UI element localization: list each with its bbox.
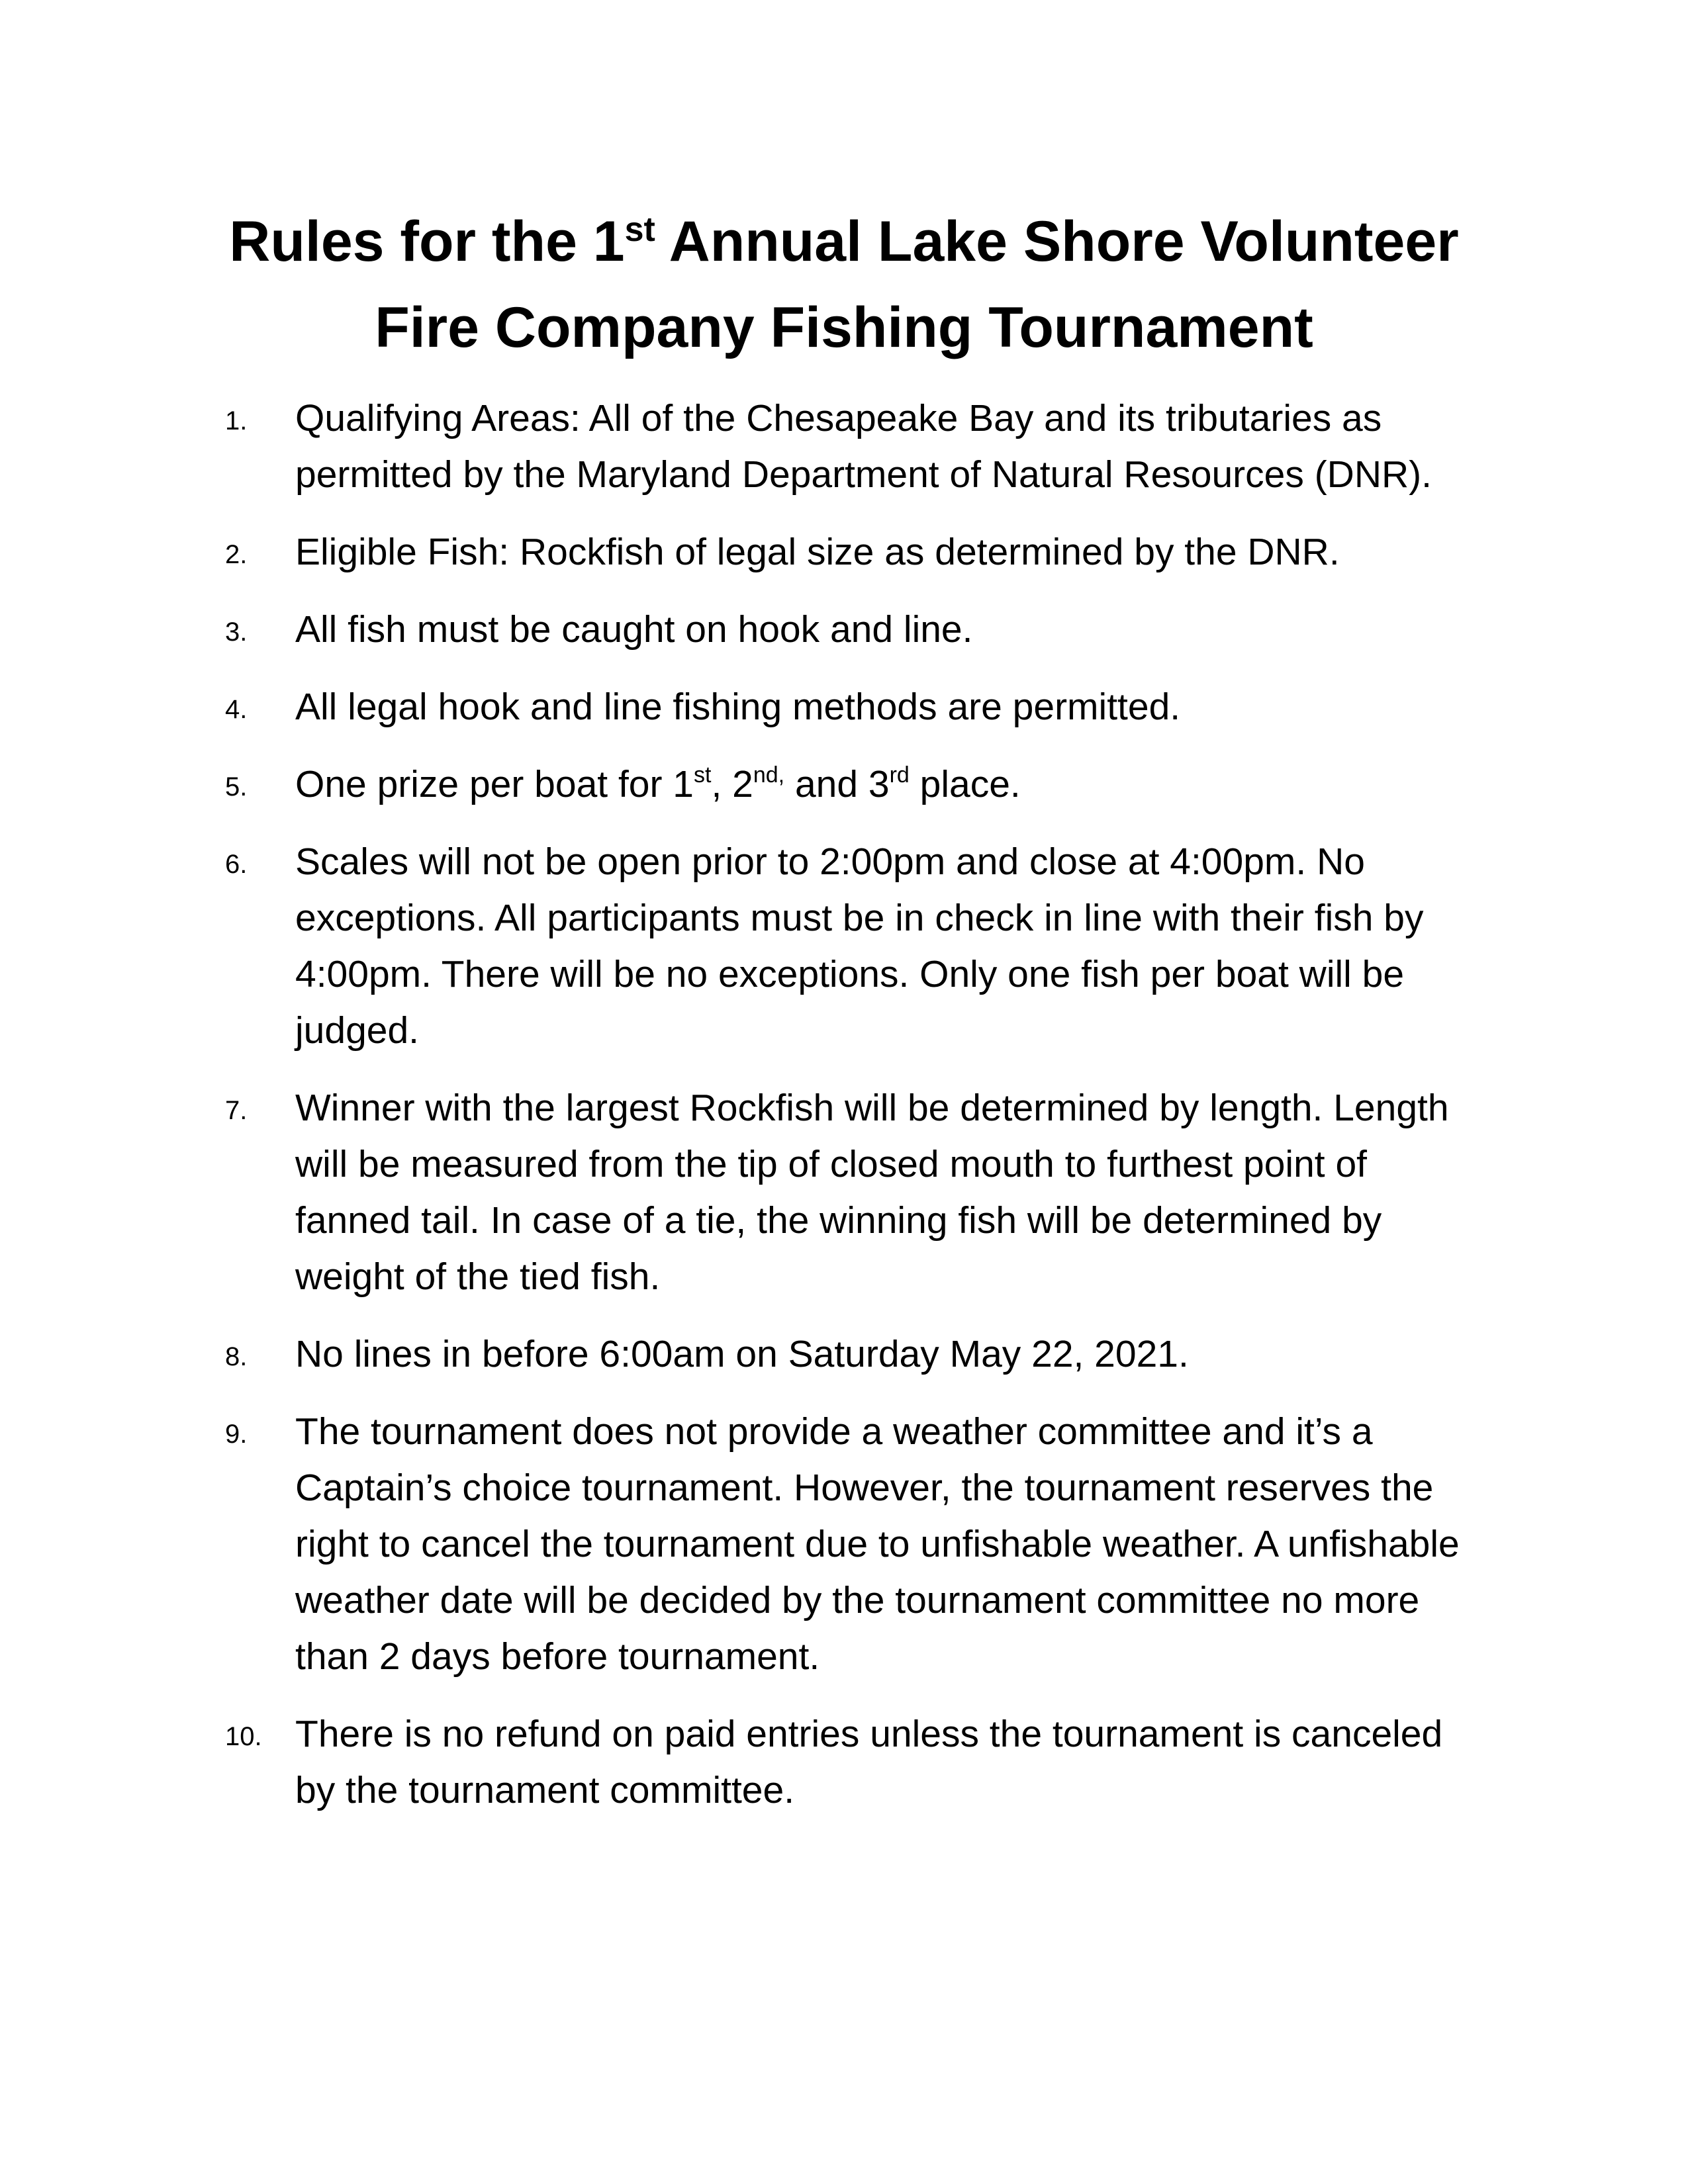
- rule-number: 9.: [225, 1420, 248, 1449]
- rule-text: There is no refund on paid entries unless the tournament is canceled by the tournament committee.: [295, 1713, 1443, 1811]
- rule-number: 8.: [225, 1342, 248, 1371]
- rule-number: 6.: [225, 850, 248, 879]
- rules-list: [225, 390, 1483, 1840]
- rule-text: Winner with the largest Rockfish will be determined by length. Length will be measured from the tip of closed mouth to furthest point of fanned tail. In case of a tie, the winning fish will be determined by weight of the tied fish.: [295, 1087, 1449, 1298]
- rule-item-3: [225, 602, 1483, 658]
- rule-number: 2.: [225, 540, 248, 569]
- rule-item-1: [225, 390, 1483, 503]
- rule-item-6: [225, 834, 1483, 1059]
- rule-item-9: [225, 1404, 1483, 1685]
- rule-number: 7.: [225, 1096, 248, 1125]
- rule-number: 1.: [225, 406, 248, 435]
- rule-number: 5.: [225, 772, 248, 801]
- rule-number: 10.: [225, 1722, 262, 1751]
- rule-number: 3.: [225, 617, 248, 647]
- rule-item-10: [225, 1706, 1483, 1819]
- rule-text: All legal hook and line fishing methods are permitted.: [295, 686, 1181, 728]
- rule-item-5: [225, 756, 1483, 813]
- rule-text: Scales will not be open prior to 2:00pm and close at 4:00pm. No exceptions. All participants must be in check in line with their fish by 4:00pm. There will be no exceptions. Only one fish per boat will be judged.: [295, 841, 1424, 1052]
- rule-text: No lines in before 6:00am on Saturday May 22, 2021.: [295, 1333, 1189, 1375]
- rule-number: 4.: [225, 695, 248, 724]
- rule-text: The tournament does not provide a weather committee and it’s a Captain’s choice tournament. However, the tournament reserves the right to cancel the tournament due to unfishable weather. A unfishable weather date will be decided by the tournament committee no more than 2 days before tournament.: [295, 1410, 1460, 1678]
- rule-item-7: [225, 1080, 1483, 1305]
- rule-item-8: [225, 1326, 1483, 1383]
- rule-text: One prize per boat for 1st, $2^{nd,}$ and 3rd place.: [295, 762, 1021, 805]
- rule-text: All fish must be caught on hook and line.: [295, 608, 973, 651]
- document-title: [199, 199, 1489, 371]
- rule-item-4: [225, 679, 1483, 735]
- rule-text: Qualifying Areas: All of the Chesapeake Bay and its tributaries as permitted by the Maryland Department of Natural Resources (DNR).: [295, 397, 1432, 496]
- title-line-1: Rules for the 1st Annual Lake Shore Volunteer: [229, 210, 1459, 273]
- rule-text: Eligible Fish: Rockfish of legal size as determined by the DNR.: [295, 531, 1340, 573]
- rule-item-2: [225, 524, 1483, 580]
- title-line-2: Fire Company Fishing Tournament: [375, 296, 1313, 359]
